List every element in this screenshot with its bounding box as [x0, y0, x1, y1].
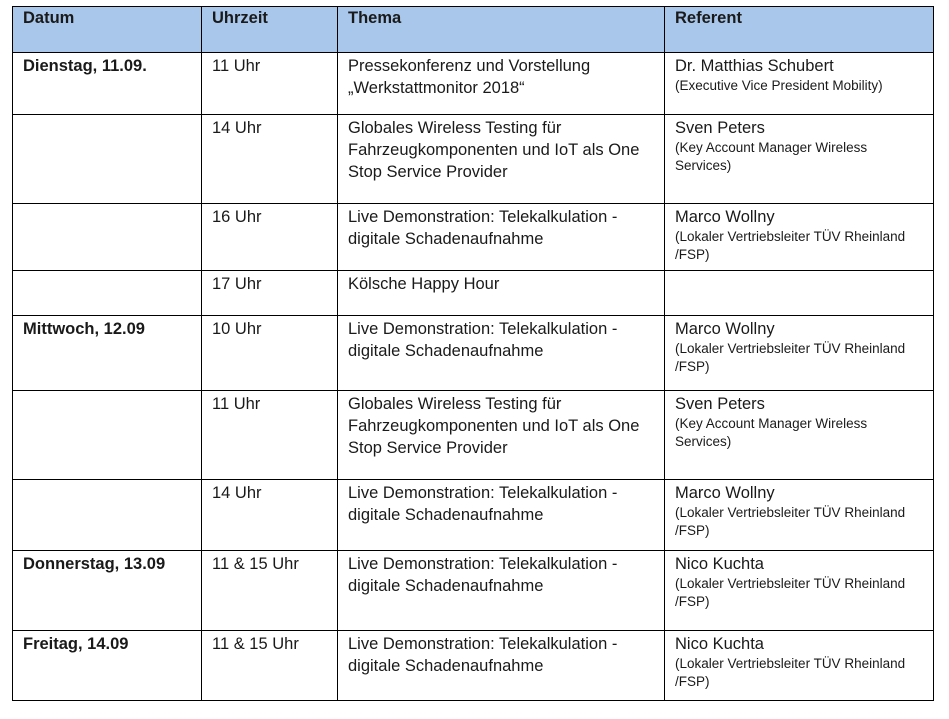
- table-row: [13, 53, 934, 115]
- table-row: [13, 480, 934, 551]
- speaker-name: Nico Kuchta: [675, 635, 764, 653]
- speaker-role: (Lokaler Vertriebsleiter TÜV Rheinland /FSP): [675, 656, 906, 689]
- speaker-role: (Lokaler Vertriebsleiter TÜV Rheinland /FSP): [675, 341, 906, 374]
- topic-cell: Live Demonstration: Telekalkulation - digitale Schadenaufnahme: [338, 551, 665, 631]
- speaker-name: Sven Peters: [675, 395, 765, 413]
- table-row: [13, 551, 934, 631]
- table-row: [13, 204, 934, 271]
- date-cell: Donnerstag, 13.09: [13, 551, 202, 631]
- speaker-cell: [665, 391, 934, 480]
- topic-cell: Pressekonferenz und Vorstellung „Werkstattmonitor 2018“: [338, 53, 665, 115]
- speaker-role: (Lokaler Vertriebsleiter TÜV Rheinland /FSP): [675, 505, 906, 538]
- time-cell: 11 Uhr: [202, 53, 338, 115]
- speaker-name: Nico Kuchta: [675, 555, 764, 573]
- time-cell: 11 & 15 Uhr: [202, 631, 338, 701]
- speaker-cell: [665, 204, 934, 271]
- time-cell: 14 Uhr: [202, 480, 338, 551]
- header-date: Datum: [13, 7, 202, 53]
- date-cell: Mittwoch, 12.09: [13, 316, 202, 391]
- topic-cell: Live Demonstration: Telekalkulation - digitale Schadenaufnahme: [338, 316, 665, 391]
- topic-cell: Live Demonstration: Telekalkulation - digitale Schadenaufnahme: [338, 631, 665, 701]
- topic-cell: Kölsche Happy Hour: [338, 271, 665, 316]
- speaker-role: (Key Account Manager Wireless Services): [675, 140, 868, 173]
- speaker-cell: [665, 115, 934, 204]
- speaker-cell: [665, 316, 934, 391]
- time-cell: 10 Uhr: [202, 316, 338, 391]
- table-row: [13, 115, 934, 204]
- table-row: [13, 391, 934, 480]
- table-header: [13, 7, 934, 53]
- header-time: Uhrzeit: [202, 7, 338, 53]
- schedule-table: [12, 6, 934, 701]
- speaker-name: Sven Peters: [675, 119, 765, 137]
- table-row: [13, 316, 934, 391]
- time-cell: 16 Uhr: [202, 204, 338, 271]
- date-cell: Dienstag, 11.09.: [13, 53, 202, 115]
- table-row: [13, 271, 934, 316]
- time-cell: 11 Uhr: [202, 391, 338, 480]
- header-row: [13, 7, 934, 53]
- speaker-name: Dr. Matthias Schubert: [675, 57, 834, 75]
- date-cell: [13, 391, 202, 480]
- date-cell: [13, 271, 202, 316]
- date-cell: [13, 480, 202, 551]
- time-cell: 11 & 15 Uhr: [202, 551, 338, 631]
- speaker-cell: [665, 551, 934, 631]
- topic-cell: Live Demonstration: Telekalkulation - digitale Schadenaufnahme: [338, 480, 665, 551]
- topic-cell: Globales Wireless Testing für Fahrzeugkomponenten und IoT als One Stop Service Provider: [338, 391, 665, 480]
- topic-cell: Live Demonstration: Telekalkulation - digitale Schadenaufnahme: [338, 204, 665, 271]
- time-cell: 14 Uhr: [202, 115, 338, 204]
- date-cell: [13, 204, 202, 271]
- header-speaker: Referent: [665, 7, 934, 53]
- speaker-cell: [665, 480, 934, 551]
- speaker-name: Marco Wollny: [675, 320, 775, 338]
- speaker-name: Marco Wollny: [675, 208, 775, 226]
- date-cell: Freitag, 14.09: [13, 631, 202, 701]
- date-cell: [13, 115, 202, 204]
- speaker-role: (Lokaler Vertriebsleiter TÜV Rheinland /FSP): [675, 229, 906, 262]
- speaker-role: (Executive Vice President Mobility): [675, 78, 883, 93]
- speaker-role: (Key Account Manager Wireless Services): [675, 416, 868, 449]
- speaker-cell: [665, 53, 934, 115]
- table-body: [13, 53, 934, 701]
- speaker-cell: [665, 271, 934, 316]
- speaker-role: (Lokaler Vertriebsleiter TÜV Rheinland /FSP): [675, 576, 906, 609]
- speaker-cell: [665, 631, 934, 701]
- speaker-name: Marco Wollny: [675, 484, 775, 502]
- topic-cell: Globales Wireless Testing für Fahrzeugkomponenten und IoT als One Stop Service Provider: [338, 115, 665, 204]
- header-topic: Thema: [338, 7, 665, 53]
- table-row: [13, 631, 934, 701]
- time-cell: 17 Uhr: [202, 271, 338, 316]
